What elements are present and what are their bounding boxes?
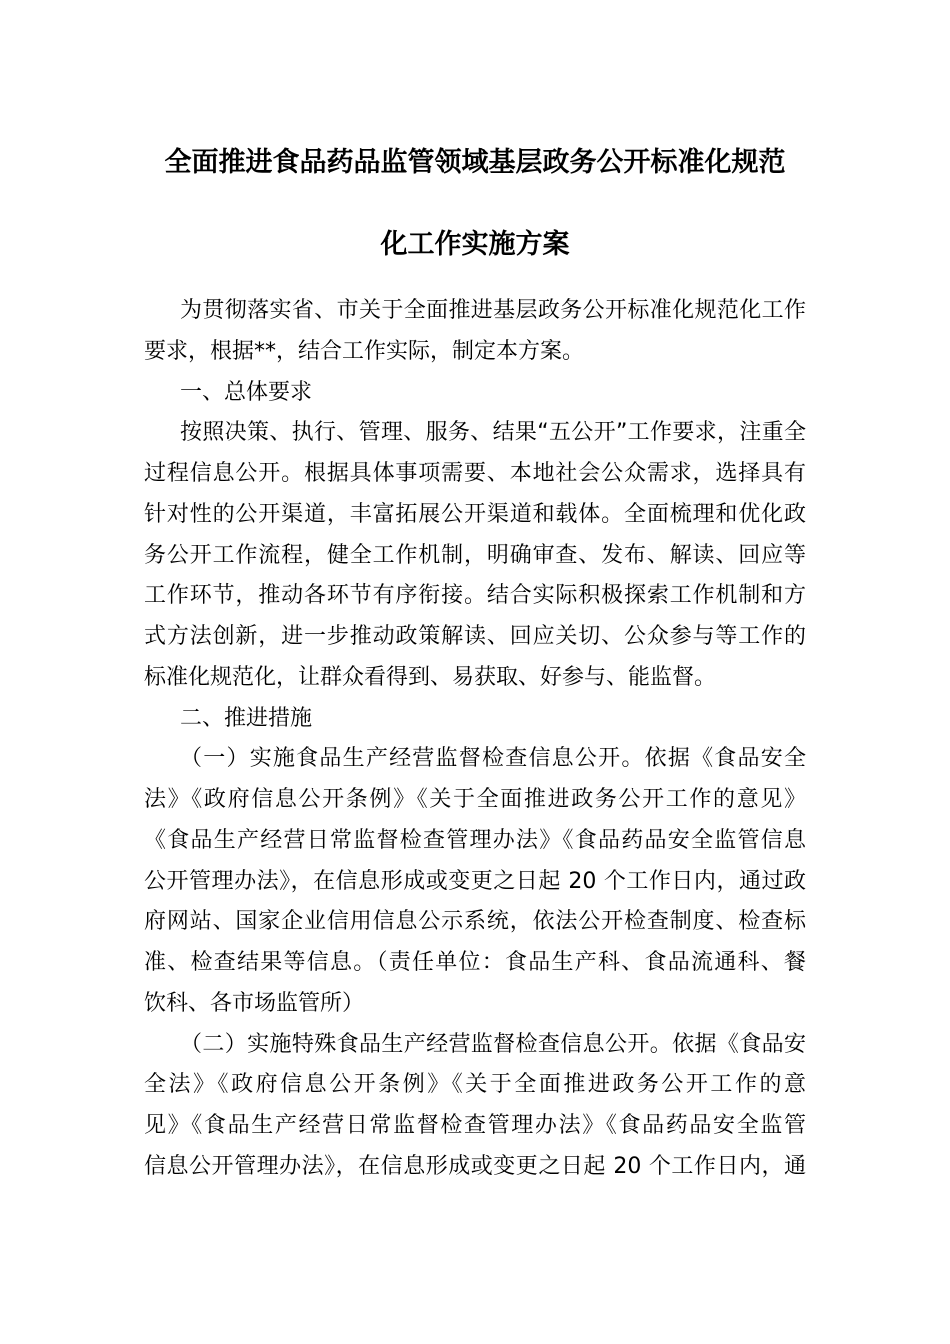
paragraph-line: 法》《政府信息公开条例》《关于全面推进政务公开工作的意见》: [144, 787, 806, 812]
paragraph-line: 过程信息公开。根据具体事项需要、本地社会公众需求，选择具有: [144, 461, 806, 486]
paragraph-line: 标准化规范化，让群众看得到、易获取、好参与、能监督。: [144, 664, 717, 690]
paragraph-line: 准、检查结果等信息。（责任单位：食品生产科、食品流通科、餐: [144, 950, 806, 975]
document-title-line-2: 化工作实施方案: [380, 229, 570, 260]
paragraph-line: 针对性的公开渠道，丰富拓展公开渠道和载体。全面梳理和优化政: [144, 501, 806, 527]
paragraph-line: 见》《食品生产经营日常监督检查管理办法》《食品药品安全监管: [144, 1113, 806, 1138]
paragraph-line: （二）实施特殊食品生产经营监督检查信息公开。依据《食品安: [180, 1031, 806, 1057]
document-body: [144, 291, 806, 1188]
paragraph-line: 公开管理办法》，在信息形成或变更之日起 20 个工作日内，通过政: [144, 868, 806, 894]
paragraph-line: 信息公开管理办法》，在信息形成或变更之日起 20 个工作日内，通: [144, 1153, 806, 1179]
paragraph-line: 全法》《政府信息公开条例》《关于全面推进政务公开工作的意: [144, 1072, 806, 1098]
section-heading: 二、推进措施: [180, 705, 313, 731]
paragraph-line: 式方法创新，进一步推动政策解读、回应关切、公众参与等工作的: [144, 624, 806, 649]
paragraph-line: 《食品生产经营日常监督检查管理办法》《食品药品安全监管信息: [144, 827, 806, 853]
paragraph-line: 府网站、国家企业信用信息公示系统，依法公开检查制度、检查标: [144, 909, 806, 935]
paragraph-line: 要求，根据**，结合工作实际，制定本方案。: [144, 338, 585, 364]
document-title-line-1: 全面推进食品药品监管领域基层政务公开标准化规范: [164, 147, 786, 178]
paragraph-line: 务公开工作流程，健全工作机制，明确审查、发布、解读、回应等: [144, 542, 806, 568]
section-heading: 一、总体要求: [180, 379, 313, 405]
paragraph-line: 工作环节，推动各环节有序衔接。结合实际积极探索工作机制和方: [144, 583, 806, 609]
paragraph-line: 按照决策、执行、管理、服务、结果“五公开”工作要求，注重全: [180, 420, 806, 446]
paragraph-line: （一）实施食品生产经营监督检查信息公开。依据《食品安全: [180, 746, 806, 772]
paragraph-line: 饮科、各市场监管所）: [144, 990, 365, 1016]
paragraph-line: 为贯彻落实省、市关于全面推进基层政务公开标准化规范化工作: [180, 298, 806, 323]
